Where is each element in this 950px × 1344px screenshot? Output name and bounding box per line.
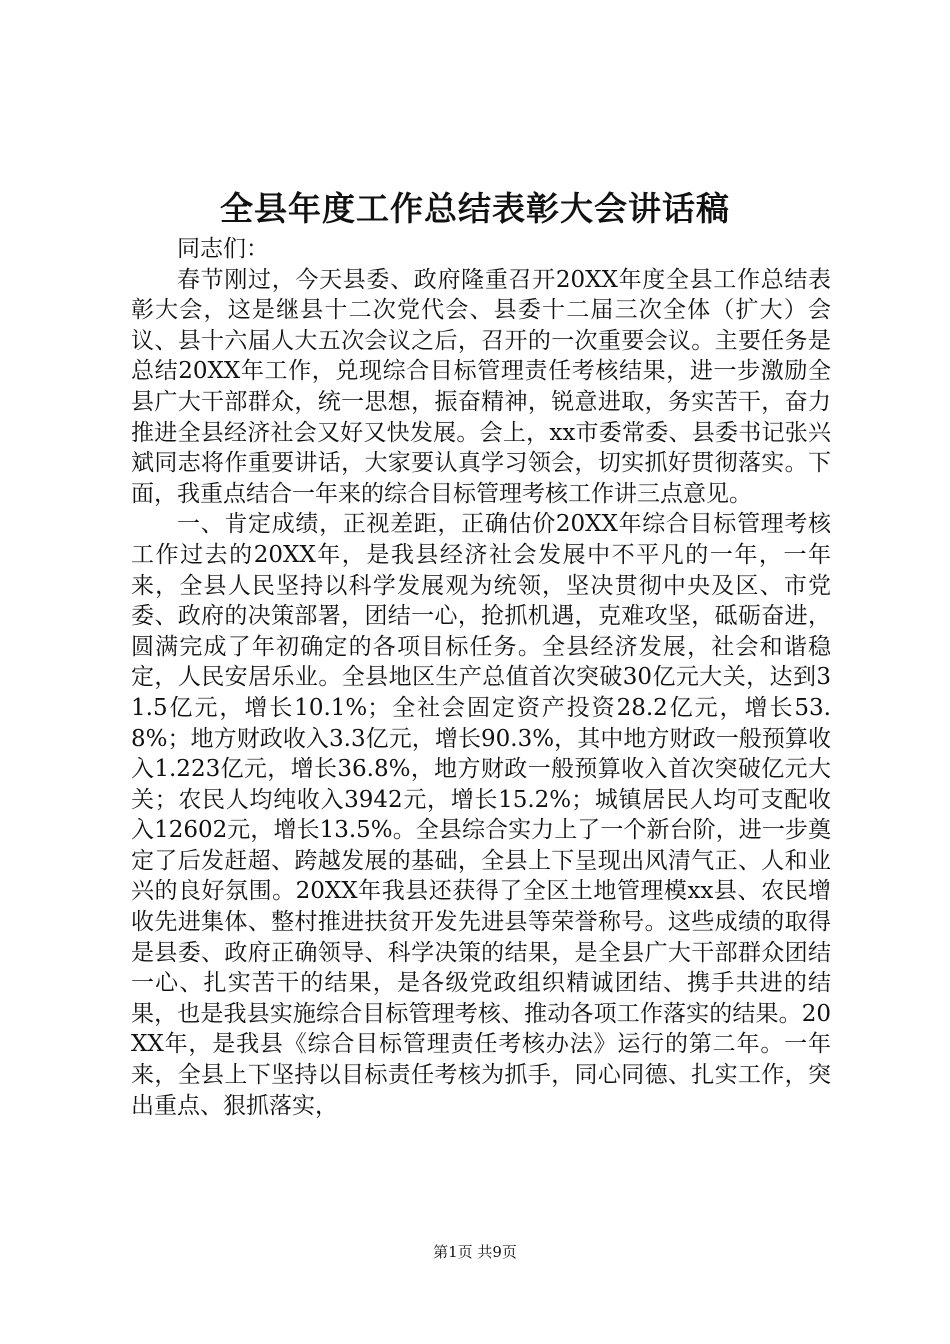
salutation: 同志们： [177, 236, 269, 262]
document-title: 全县年度工作总结表彰大会讲话稿 [220, 189, 730, 228]
page-number: 第1页 共9页 [433, 1243, 517, 1261]
paragraph-section-one: 一、肯定成绩，正视差距，正确估价20XX年综合目标管理考核工作过去的20XX年，是我县经济社会发展中不平凡的一年，一年来，全县人民坚持以科学发展观为统领，坚决贯彻中央及区、市党委、政府的决策部署，团结一心，抢抓机遇，克难攻坚，砥砺奋进，圆满完成了年初确定的各项目标任务。全县经济发展，社会和谐稳定，人民安居乐业。全县地区生产总值首次突破30亿元大关，达到31.5亿元，增长10.1%；全社会固定资产投资28.2亿元，增长53.8%；地方财政收入3.3亿元，增长90.3%，其中地方财政一般预算收入1.223亿元，增长36.8%，地方财政一般预算收入首次突破亿元大关；农民人均纯收入3942元，增长15.2%；城镇居民人均可支配收入12602元，增长13.5%。全县综合实力上了一个新台阶，进一步奠定了后发赶超、跨越发展的基础，全县上下呈现出风清气正、人和业兴的良好氛围。20XX年我县还获得了全区土地管理模xx县、农民增收先进集体、整村推进扶贫开发先进县等荣誉称号。这些成绩的取得是县委、政府正确领导、科学决策的结果，是全县广大干部群众团结一心、扎实苦干的结果，是各级党政组织精诚团结、携手共进的结果，也是我县实施综合目标管理考核、推动各项工作落实的结果。20XX年，是我县《综合目标管理责任考核办法》运行的第二年。一年来，全县上下坚持以目标责任考核为抓手，同心同德、扎实工作，突出重点、狠抓落实， [131, 511, 831, 1119]
paragraph-opening: 春节刚过，今天县委、政府隆重召开20XX年度全县工作总结表彰大会，这是继县十二次党代会、县委十二届三次全体（扩大）会议、县十六届人大五次会议之后，召开的一次重要会议。主要任务是总结20XX年工作，兑现综合目标管理责任考核结果，进一步激励全县广大干部群众，统一思想，振奋精神，锐意进取，务实苦干，奋力推进全县经济社会又好又快发展。会上，xx市委常委、县委书记张兴斌同志将作重要讲话，大家要认真学习领会，切实抓好贯彻落实。下面，我重点结合一年来的综合目标管理考核工作讲三点意见。 [131, 266, 831, 507]
document-body [131, 234, 831, 1121]
